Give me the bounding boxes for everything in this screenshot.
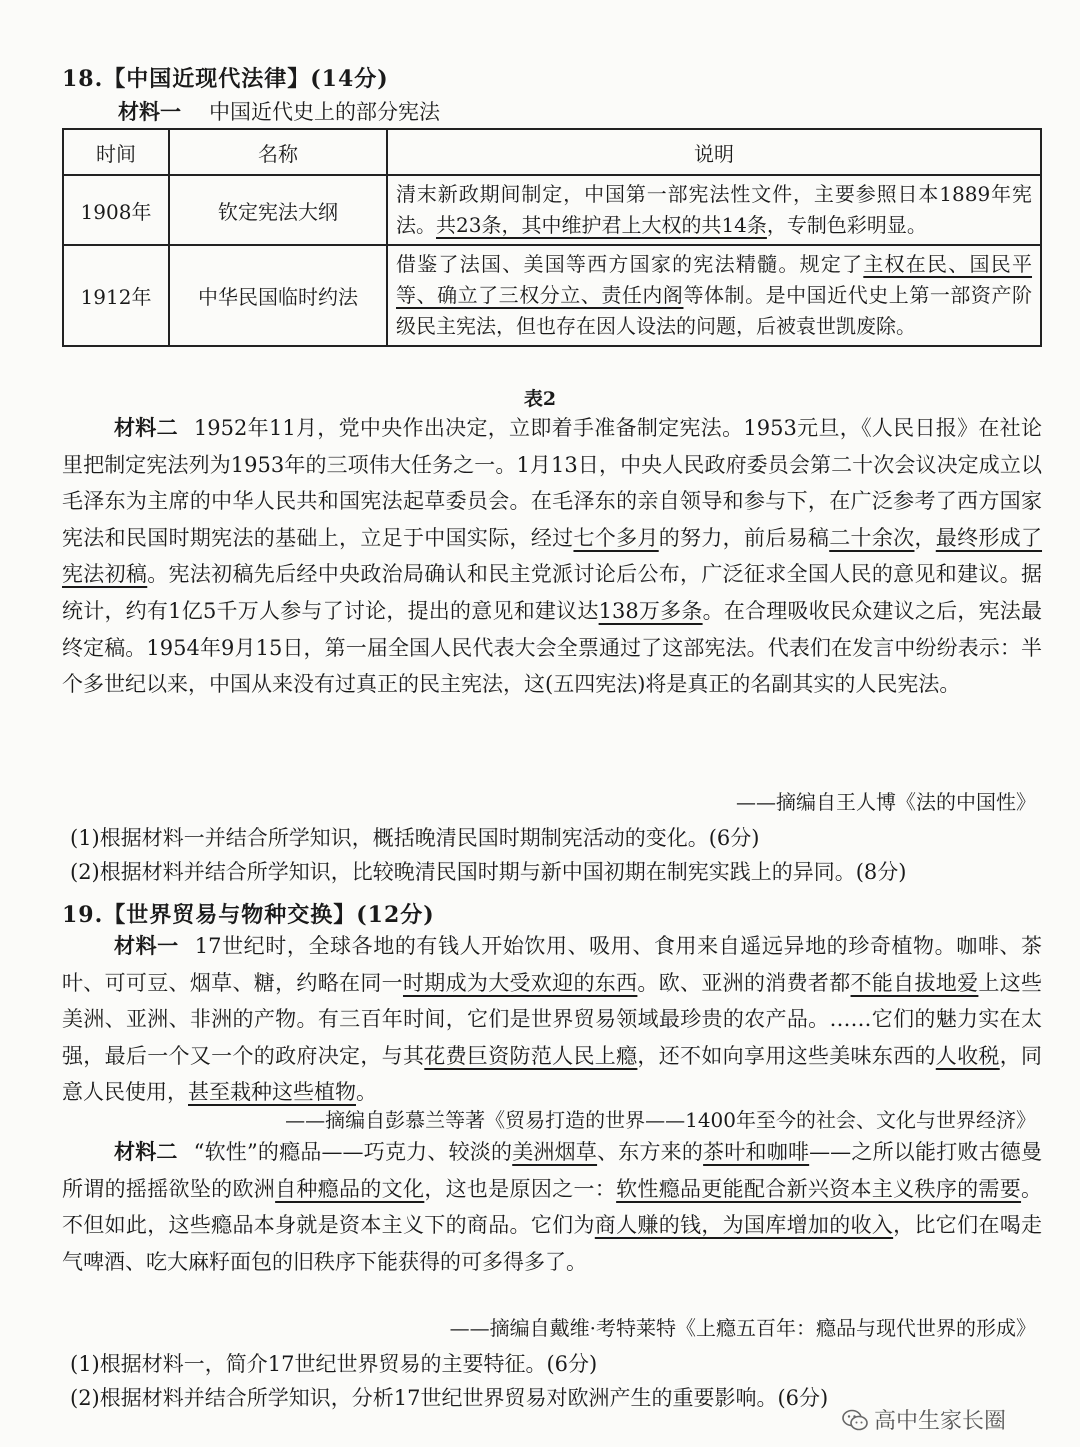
table-header-row	[63, 129, 1041, 175]
header-name: 名称	[169, 129, 387, 175]
row-time: 1912年	[63, 245, 169, 346]
q19-material2	[62, 1134, 1042, 1280]
text-run: 。在合理吸收民众建议之后，宪法最终定稿。1954年9月15日，第一届全国人民代表大会全票通过了这部宪法。代表们在发言中纷纷表示：半个多世纪以来，中国从来没有过真正的民主宪法，这(五四宪法)将是真正的名副其实的人民宪法。	[62, 598, 1042, 697]
desc-underlined: 主权在民、国民平等、确立了三权分立、责任内阁	[396, 252, 1033, 307]
underlined-text: 茶叶和咖啡	[703, 1140, 810, 1164]
desc-text: ，专制色彩明显。	[766, 213, 927, 237]
underlined-text: 甚至栽种这些植物	[188, 1080, 356, 1105]
caption-text: 中国近代史上的部分宪法	[209, 100, 440, 124]
row-time: 1908年	[63, 175, 169, 245]
text-run: 。	[356, 1080, 377, 1105]
material-label: 材料一	[118, 99, 181, 124]
watermark	[842, 1404, 1006, 1435]
text-run: ，同意人民使用，	[62, 1043, 1043, 1105]
underlined-text: 软性瘾品更能配合新兴资本主义秩序的需要	[616, 1176, 1022, 1201]
q18-title: 18.【中国近现代法律】(14分)	[62, 66, 389, 92]
wechat-icon	[842, 1409, 868, 1431]
underlined-text: 最终形成了宪法初稿	[62, 525, 1043, 587]
text-run: 。宪法初稿先后经中央政治局确认和民主党派讨论后公布，广泛征求全国人民的意见和建议。据统计，约有1亿5千万人参与了讨论，提出的意见和建议达	[62, 562, 1043, 623]
header-time: 时间	[63, 129, 169, 175]
material-label: 材料二	[114, 1139, 178, 1164]
table-caption: 表2	[523, 388, 557, 410]
text-run: 上这些美洲、亚洲、非洲的产物。有三百年时间，它们是世界贸易领域最珍贵的农产品。……它们的魅力实在太强，最后一个又一个的政府决定，与其	[62, 970, 1043, 1068]
row-desc	[387, 175, 1041, 245]
underlined-text: 商人赚的钱，为国库增加的收入	[594, 1213, 894, 1238]
row-name: 中华民国临时约法	[169, 245, 387, 346]
text-run: ，比它们在喝走气啤酒、吃大麻籽面包的旧秩序下能获得的可多得多了。	[62, 1213, 1043, 1274]
q18-question-2: (2)根据材料并结合所学知识，比较晚清民国时期与新中国初期在制宪实践上的异同。(8分)	[70, 860, 907, 884]
header-desc: 说明	[387, 129, 1041, 175]
constitution-table	[62, 128, 1042, 347]
desc-text: 等体制。是中国近代史上第一部资产阶级民主宪法，但也存在因人设法的问题，后被袁世凯废除。	[396, 283, 1033, 338]
q19-question-1: (1)根据材料一，简介17世纪世界贸易的主要特征。(6分)	[70, 1352, 598, 1376]
underlined-text: 花费巨资防范人民上瘾	[424, 1043, 638, 1068]
underlined-text: 不能自拔地爱	[850, 970, 979, 995]
row-desc	[387, 245, 1041, 346]
watermark-text: 高中生家长圈	[874, 1409, 1007, 1434]
material-label: 材料一	[114, 933, 179, 958]
text-run: 。欧、亚洲的消费者都	[637, 970, 851, 995]
desc-text: 清末新政期间制定，中国第一部宪法性文件，主要参照日本1889年宪法。	[396, 182, 1032, 237]
text-run: ，	[914, 525, 936, 550]
underlined-text: 美洲烟草	[512, 1140, 598, 1164]
q19-title: 19.【世界贸易与物种交换】(12分)	[62, 902, 435, 928]
table-row	[63, 245, 1041, 346]
row-name: 钦定宪法大纲	[169, 175, 387, 245]
q19-question-2: (2)根据材料并结合所学知识，分析17世纪世界贸易对欧洲产生的重要影响。(6分)	[70, 1386, 829, 1410]
table-row	[63, 175, 1041, 245]
underlined-text: 自种瘾品的文化	[275, 1176, 425, 1201]
text-run: 、东方来的	[597, 1140, 704, 1164]
material-label: 材料二	[114, 415, 178, 440]
text-run: ，还不如向享用这些美味东西的	[637, 1043, 936, 1068]
q19-material1	[62, 928, 1042, 1111]
q18-material1-caption	[118, 96, 440, 126]
text-run: 17世纪时，全球各地的有钱人开始饮用、吸用、食用来自遥远异地的珍奇植物。咖啡、茶叶、可可豆、烟草、糖，约略在同一	[62, 934, 1043, 995]
desc-text: 借鉴了法国、美国等西方国家的宪法精髓。规定了	[396, 252, 864, 276]
underlined-text: 138万多条	[598, 598, 703, 623]
text-run: 1952年11月，党中央作出决定，立即着手准备制定宪法。1953元旦，《人民日报》在社论里把制定宪法列为1953年的三项伟大任务之一。1月13日，中央人民政府委员会第二十次会议决定成立以毛泽东为主席的中华人民共和国宪法起草委员会。在毛泽东的亲自领导和参与下，在广泛参考了西方国家宪法和民国时期宪法的基础上，立足于中国实际，经过	[62, 416, 1043, 550]
text-run: 。不但如此，这些瘾品本身就是资本主义下的商品。它们为	[62, 1176, 1043, 1238]
text-run: ，这也是原因之一：	[424, 1176, 617, 1201]
desc-underlined: 共23条，其中维护君上大权的共14条	[436, 213, 767, 237]
underlined-text: 时期成为大受欢迎的东西	[402, 970, 638, 995]
text-run: 的努力，前后易稿	[658, 525, 830, 550]
underlined-text: 人收税	[935, 1043, 1000, 1068]
underlined-text: 七个多月	[573, 525, 659, 550]
text-run: ——之所以能打败古德曼所谓的摇摇欲坠的欧洲	[62, 1140, 1043, 1201]
q19-source-1: ——摘编自彭慕兰等著《贸易打造的世界——1400年至今的社会、文化与世界经济》	[285, 1108, 1036, 1132]
q18-source: ——摘编自王人博《法的中国性》	[736, 790, 1036, 814]
underlined-text: 二十余次	[829, 525, 915, 550]
q18-material2	[62, 410, 1042, 703]
q19-source-2: ——摘编自戴维·考特莱特《上瘾五百年：瘾品与现代世界的形成》	[449, 1316, 1036, 1340]
text-run: “软性”的瘾品——巧克力、较淡的	[193, 1140, 513, 1164]
q18-question-1: (1)根据材料一并结合所学知识，概括晚清民国时期制宪活动的变化。(6分)	[70, 826, 760, 850]
